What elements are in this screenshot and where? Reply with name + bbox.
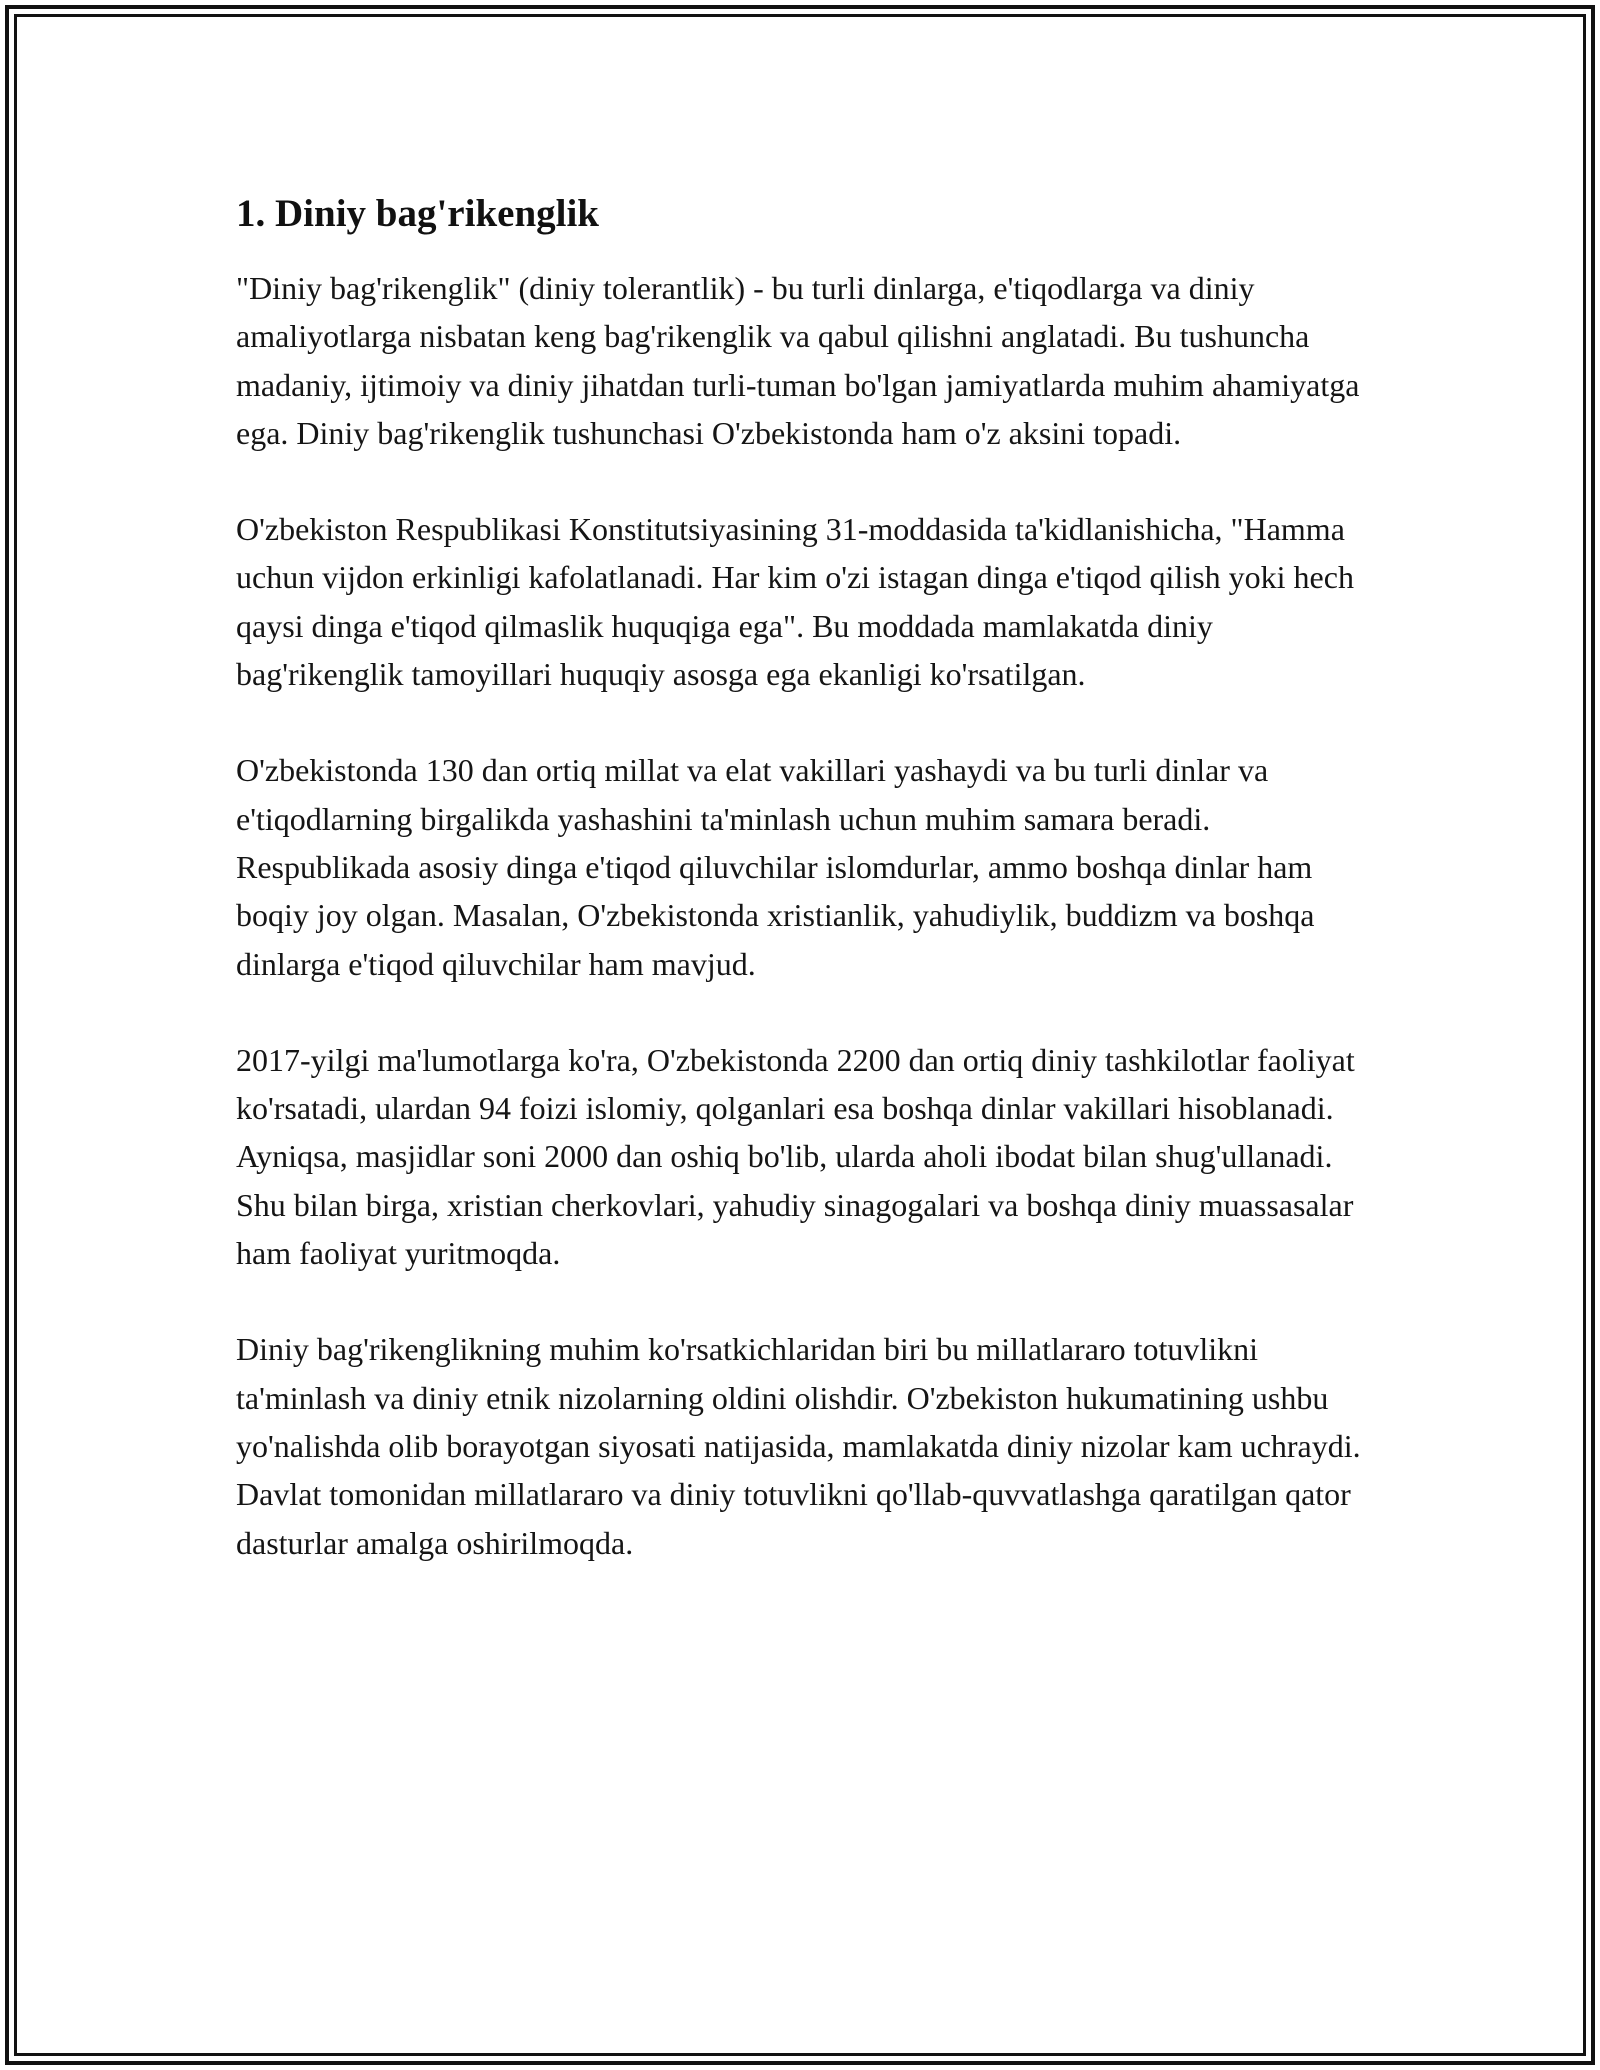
paragraph-nationalities: O'zbekistonda 130 dan ortiq millat va elat vakillari yashaydi va bu turli dinlar va e'tiqodlarning birgalikda yashashini ta'minlash uchun muhim samara beradi. Respublikada asosiy dinga e'tiqod qiluvchilar islomdurlar, ammo boshqa dinlar ham boqiy joy olgan. Masalan, O'zbekistonda xristianlik, yahudiylik, buddizm va boshqa dinlarga e'tiqod qiluvchilar ham mavjud. [236,752,1315,982]
paragraph-definition: "Diniy bag'rikenglik" (diniy tolerantlik) - bu turli dinlarga, e'tiqodlarga va diniy amaliyotlarga nisbatan keng bag'rikenglik va qabul qilishni anglatadi. Bu tushuncha madaniy, ijtimoiy va diniy jihatdan turli-tuman bo'lgan jamiyatlarda muhim ahamiyatga ega. Diniy bag'rikenglik tushunchasi O'zbekistonda ham o'z aksini topadi. [236,270,1360,451]
paragraph-harmony: Diniy bag'rikenglikning muhim ko'rsatkichlaridan biri bu millatlararo totuvlikni ta'minlash va diniy etnik nizolarning oldini olishdir. O'zbekiston hukumatining ushbu yo'nalishda olib borayotgan siyosati natijasida, mamlakatda diniy nizolar kam uchraydi. Davlat tomonidan millatlararo va diniy totuvlikni qo'llab-quvvatlashga qaratilgan qator dasturlar amalga oshirilmoqda. [236,1331,1361,1561]
paragraph-statistics: 2017-yilgi ma'lumotlarga ko'ra, O'zbekistonda 2200 dan ortiq diniy tashkilotlar faoliyat ko'rsatadi, ulardan 94 foizi islomiy, qolganlari esa boshqa dinlar vakillari hisoblanadi. Ayniqsa, masjidlar soni 2000 dan oshiq bo'lib, ularda aholi ibodat bilan shug'ullanadi. Shu bilan birga, xristian cherkovlari, yahudiy sinagogalari va boshqa diniy muassasalar ham faoliyat yuritmoqda. [236,1041,1355,1272]
paragraph-constitution: O'zbekiston Respublikasi Konstitutsiyasining 31-moddasida ta'kidlanishicha, "Hamma uchun vijdon erkinligi kafolatlanadi. Har kim o'zi istagan dinga e'tiqod qilish yoki hech qaysi dinga e'tiqod qilmaslik huquqiga ega". Bu moddada mamlakatda diniy bag'rikenglik tamoyillari huquqiy asosga ega ekanligi ko'rsatilgan. [236,511,1354,693]
document-body [236,186,1376,1615]
section-heading: 1. Diniy bag'rikenglik [236,192,599,235]
